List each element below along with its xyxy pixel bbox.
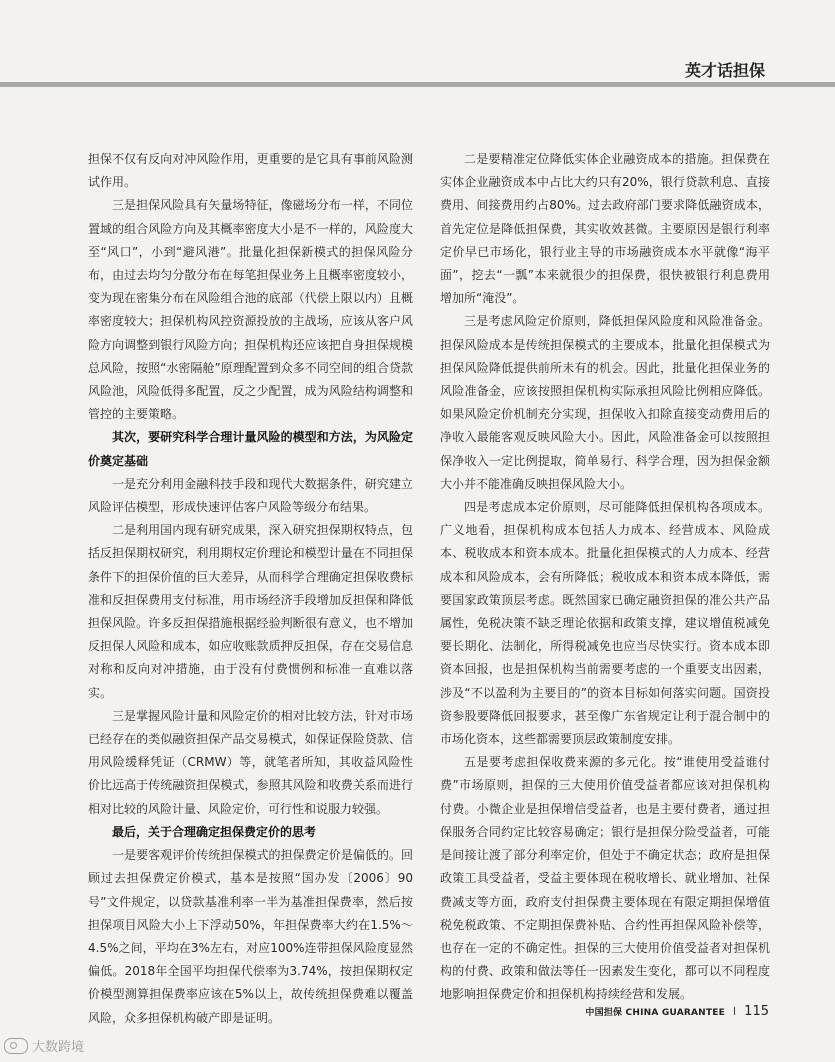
paragraph: 二是要精准定位降低实体企业融资成本的措施。担保费在实体企业融资成本中占比大约只有20%，银行贷款利息、直接费用、间接费用约占80%。过去政府部门要求降低融资成本，首先定位是降低担保费，其实收效甚微。主要原因是银行利率定价早已市场化，银行业主导的市场融资成本水平就像“海平面”，挖去“一瓢”本来就很少的担保费，很快被银行利息费用增加所“淹没”。: [440, 152, 770, 306]
left-column: [88, 148, 413, 1030]
paragraph: 一是充分利用金融科技手段和现代大数据条件，研究建立风险评估模型，形成快速评估客户风险等级分布结果。: [88, 476, 413, 515]
paragraph: 五是要考虑担保收费来源的多元化。按“谁使用受益谁付费”市场原则，担保的三大使用价值受益者都应该对担保机构付费。小微企业是担保增信受益者，也是主要付费者，通过担保服务合同约定比较容易确定；银行是担保分险受益者，可能是间接让渡了部分利率定价，但处于不确定状态；政府是担保政策工具受益者，受益主要体现在税收增长、就业增加、社保费减支等方面，政府支付担保费主要体现在有限定期担保增值税免税政策、不定期担保费补贴、合约性再担保风险补偿等，也存在一定的不确定性。担保的三大使用价值受益者对担保机构的付费、政策和做法等任一因素发生变化，都可以不同程度地影响担保费定价和担保机构持续经营和发展。: [440, 755, 770, 1002]
page-header: [0, 0, 835, 90]
watermark-logo-icon: [4, 1038, 28, 1054]
paragraph: 一是要客观评价传统担保模式的担保费定价是偏低的。回顾过去担保费定价模式，基本是按照“国办发〔2006〕90号”文件规定，以贷款基准利率一半为基准担保费率，然后按担保项目风险大小上下浮动50%，年担保费率大约在1.5%～4.5%之间，平均在3%左右，对应100%连带担保风险度显然偏低。2018年全国平均担保代偿率为3.74%，按担保期权定价模型测算担保费率应该在5%以上，故传统担保费难以覆盖风险，众多担保机构破产即是证明。: [88, 848, 413, 1025]
paragraph: 三是担保风险具有矢量场特征，像磁场分布一样，不同位置域的组合风险方向及其概率密度大小是不一样的，风险度大至“风口”，小到“避风港”。批量化担保新模式的担保风险分布，由过去均匀分散分布在每笔担保业务上且概率密度较小，变为现在密集分布在风险组合池的底部（代偿上限以内）且概率密度较大；担保机构风控资源投放的主战场，应该从客户风险方向调整到银行风险方向；担保机构还应该把自身担保规模总风险，按照“水密隔舱”原理配置到众多不同空间的组合贷款风险池，风险低得多配置，反之少配置，成为风险结构调整和管控的主要策略。: [88, 198, 413, 422]
right-column: [440, 148, 770, 1007]
magazine-brand: 中国担保 CHINA GUARANTEE: [585, 1008, 725, 1018]
page-number: 115: [744, 1004, 769, 1019]
paragraph: 三是考虑风险定价原则，降低担保风险度和风险准备金。担保风险成本是传统担保模式的主要成本，批量化担保模式为担保风险降低提供前所未有的机会。因此，批量化担保业务的风险准备金，应该按照担保机构实际承担风险比例相应降低。如果风险定价机制充分实现，担保收入扣除直接变动费用后的净收入最能客观反映风险大小。因此，风险准备金可以按照担保净收入一定比例提取，简单易行、科学合理，因为担保金额大小并不能准确反映担保风险大小。: [440, 314, 770, 491]
footer-separator: I: [732, 1005, 737, 1018]
section-title: 英才话担保: [684, 61, 765, 80]
header-rule: [0, 82, 835, 87]
section-heading: 其次，要研究科学合理计量风险的模型和方法，为风险定价奠定基础: [88, 430, 413, 468]
paragraph: 三是掌握风险计量和风险定价的相对比较方法，针对市场已经存在的类似融资担保产品交易模式，如保证保险贷款、信用风险缓释凭证（CRMW）等，就笔者所知，其收益风险性价比远高于传统融资担保模式，参照其风险和收费关系而进行相对比较的风险计量、风险定价，可行性和说服力较强。: [88, 708, 413, 816]
page-footer: [585, 1004, 769, 1019]
paragraph: 担保不仅有反向对冲风险作用，更重要的是它具有事前风险测试作用。: [88, 152, 413, 190]
watermark-text: 大数跨境: [32, 1040, 85, 1055]
section-heading: 最后，关于合理确定担保费定价的思考: [112, 824, 317, 839]
paragraph: 四是考虑成本定价原则，尽可能降低担保机构各项成本。广义地看，担保机构成本包括人力成本、经营成本、风险成本、税收成本和资本成本。批量化担保模式的人力成本、经营成本和风险成本，会有所降低；税收成本和资本成本降低，需要国家政策顶层考虑。既然国家已确定融资担保的准公共产品属性，免税决策不缺乏理论依据和政策支撑，建议增值税减免要长期化、法制化，所得税减免也应当尽快实行。资本成本即资本回报，也是担保机构当前需要考虑的一个重要支出因素，涉及“不以盈利为主要目的”的资本目标如何落实问题。国资投资参股要降低回报要求，甚至像广东省规定让利于混合制中的市场化资本，这些都需要顶层政策制度安排。: [440, 500, 770, 747]
paragraph: 二是利用国内现有研究成果，深入研究担保期权特点，包括反担保期权研究，利用期权定价理论和模型计量在不同担保条件下的担保价值的巨大差异，从而科学合理确定担保收费标准和反担保费用支付标准，用市场经济手段增加反担保和降低担保风险。许多反担保措施根据经验判断很有意义，也不增加反担保人风险和成本，如应收账款质押反担保，存在交易信息对称和反向对冲措施，由于没有付费惯例和标准一直难以落实。: [88, 523, 413, 700]
watermark: [4, 1036, 84, 1055]
